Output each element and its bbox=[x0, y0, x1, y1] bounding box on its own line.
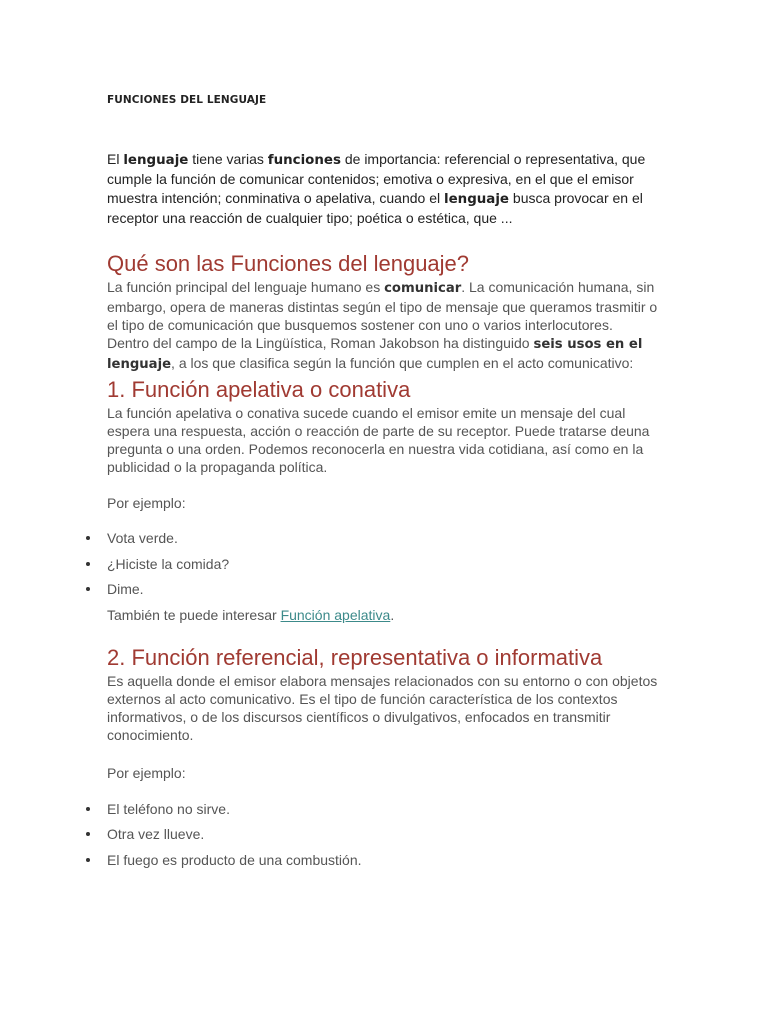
intro-text: busca provocar en el receptor una reacción de cualquier tipo; poética o estética, que ... bbox=[107, 190, 643, 226]
bullet-icon bbox=[86, 562, 90, 566]
document-title: FUNCIONES DEL LENGUAJE bbox=[107, 94, 267, 106]
body-text: . La comunicación humana, sin embargo, opera de maneras distintas según el tipo de mensaje que queramos trasmitir o el tipo de comunicación que busquemos sostener con uno o varios interlocutores. bbox=[107, 279, 658, 333]
body-text: Dentro del campo de la Lingüística, Roman Jakobson ha distinguido bbox=[107, 335, 534, 351]
section2-example-label: Por ejemplo: bbox=[107, 764, 186, 781]
bullet-icon bbox=[86, 858, 90, 862]
section-intro-paragraph-1 bbox=[107, 278, 667, 334]
section1-body: La función apelativa o conativa sucede cuando el emisor emite un mensaje del cual espera una respuesta, acción o reacción de parte de su receptor. Puede tratarse deuna pregunta o una orden. Podemos reconocerla en nuestra vida cotidiana, así como en la publicidad o la propaganda política. bbox=[107, 405, 650, 475]
intro-bold-term: lenguaje bbox=[443, 192, 510, 207]
bold-term: seis usos en el lenguaje bbox=[107, 337, 643, 372]
bold-term: comunicar bbox=[384, 281, 462, 296]
body-text: La función principal del lenguaje humano es bbox=[107, 279, 385, 295]
section-heading-apelativa: 1. Función apelativa o conativa bbox=[107, 377, 411, 402]
intro-text: de importancia: referencial o representativa, que cumple la función de comunicar contenidos; emotiva o expresiva, en el que el emisor muestra intención; conminativa o apelativa, cuando el bbox=[107, 151, 646, 206]
list-item-text: Vota verde. bbox=[107, 530, 178, 546]
bullet-icon bbox=[86, 832, 90, 836]
section-intro-paragraph-2 bbox=[107, 334, 667, 374]
section2-examples-list bbox=[107, 800, 667, 877]
list-item bbox=[107, 580, 667, 606]
list-item bbox=[107, 529, 667, 555]
section2-body: Es aquella donde el emisor elabora mensajes relacionados con su entorno o con objetos externos al acto comunicativo. Es el tipo de función característica de los contextos informativos, o de los discursos científicos o divulgativos, enfocados en transmitir conocimiento. bbox=[107, 672, 658, 743]
list-item-text: ¿Hiciste la comida? bbox=[107, 555, 230, 572]
see-also-text: También te puede interesar bbox=[107, 606, 281, 623]
see-also-end: . bbox=[390, 606, 395, 623]
intro-text: tiene varias bbox=[188, 151, 268, 167]
section-heading-referencial: 2. Función referencial, representativa o informativa bbox=[107, 644, 603, 670]
bullet-icon bbox=[86, 807, 90, 811]
section-heading-que-son: Qué son las Funciones del lenguaje? bbox=[107, 251, 470, 276]
section1-examples-list bbox=[107, 529, 667, 606]
intro-bold-term: funciones bbox=[267, 153, 341, 168]
body-text: , a los que clasifica según la función que cumplen en el acto comunicativo: bbox=[171, 355, 634, 371]
intro-paragraph bbox=[107, 150, 667, 228]
list-item bbox=[107, 825, 667, 851]
intro-bold-term: lenguaje bbox=[123, 153, 189, 168]
list-item-text: El teléfono no sirve. bbox=[107, 800, 230, 817]
funcion-apelativa-link[interactable]: Función apelativa bbox=[280, 606, 391, 623]
intro-text: El bbox=[107, 151, 124, 167]
list-item-text: Otra vez llueve. bbox=[107, 826, 205, 842]
list-item bbox=[107, 851, 667, 877]
bullet-icon bbox=[86, 536, 90, 540]
list-item bbox=[107, 555, 667, 581]
list-item-text: Dime. bbox=[107, 581, 144, 597]
bullet-icon bbox=[86, 587, 90, 591]
see-also-line bbox=[107, 606, 667, 624]
list-item bbox=[107, 800, 667, 826]
main-content bbox=[107, 250, 667, 876]
section1-example-label: Por ejemplo: bbox=[107, 495, 186, 511]
list-item-text: El fuego es producto de una combustión. bbox=[107, 851, 362, 868]
